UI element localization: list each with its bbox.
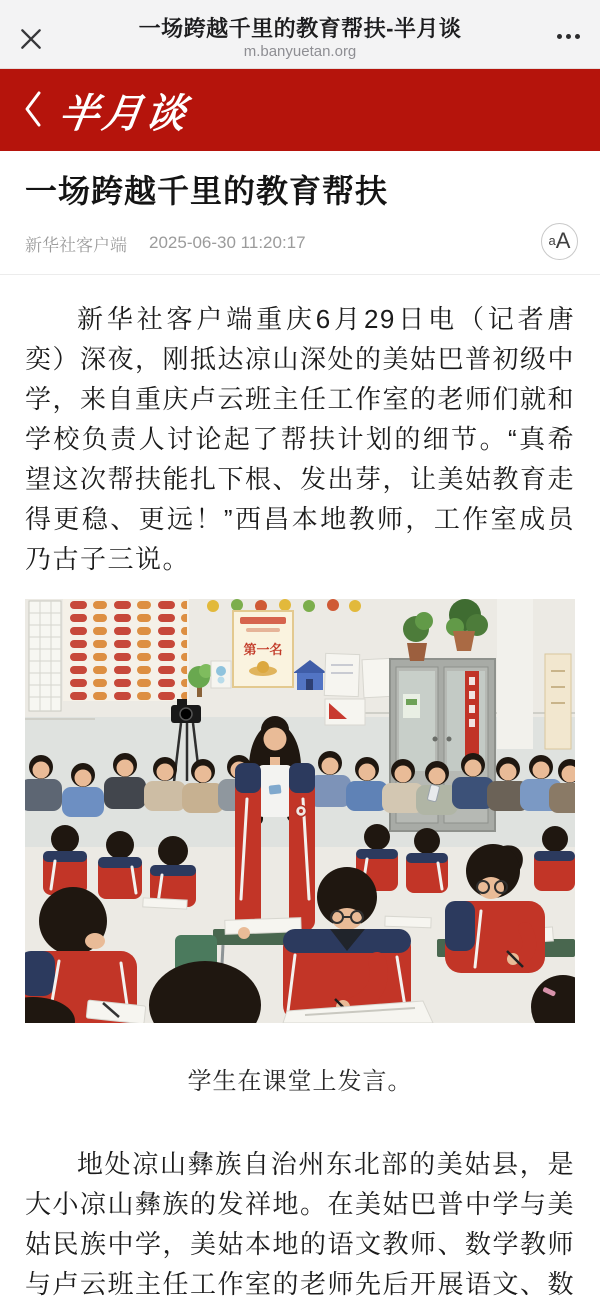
wall-grid-chart [29,601,61,711]
right-certificate [545,654,571,749]
article-title: 一场跨越千里的教育帮扶 [25,173,389,209]
more-menu-icon[interactable] [555,30,582,43]
site-logo[interactable]: 半月谈 [56,91,192,136]
font-size-button[interactable]: a A [541,223,578,260]
back-chevron-icon[interactable] [20,90,46,130]
award-poster [233,611,293,687]
photo-caption: 学生在课堂上发言。 [187,1068,413,1095]
browser-topbar [0,0,600,69]
page-title: 一场跨越千里的教育帮扶-半月谈 [138,15,462,41]
article [0,171,600,1304]
svg-text:第一名: 第一名 [243,642,283,657]
article-figure [25,599,575,1096]
byline [25,225,575,261]
wall-pillar [497,599,533,749]
article-source: 新华社客户端 [25,235,127,255]
page-url: m.banyuetan.org [243,42,357,60]
site-header [0,69,600,151]
article-photo[interactable] [25,599,575,1023]
paragraph-2: 地处凉山彝族自治州东北部的美姑县，是大小凉山彝族的发祥地。在美姑巴普中学与美姑民族中学，美姑本地的语文教师、数学教师与卢云班主任工作室的老师先后开展语文、数 [25,1149,576,1299]
article-datetime: 2025-06-30 11:20:17 [149,233,306,252]
paragraph-1: 新华社客户端重庆6月29日电（记者唐奕）深夜，刚抵达凉山深处的美姑巴普初级中学，来自重庆卢云班主任工作室的老师们就和学校负责人讨论起了帮扶计划的细节。“真希望这次帮扶能扎下根、发出芽，让美姑教育走得更稳、更远！”西昌本地教师，工作室成员乃古子三说。 [25,304,576,574]
divider [0,274,600,275]
award-ribbons-board [63,599,189,701]
topbar-titles [139,7,462,62]
close-icon[interactable] [16,24,46,54]
